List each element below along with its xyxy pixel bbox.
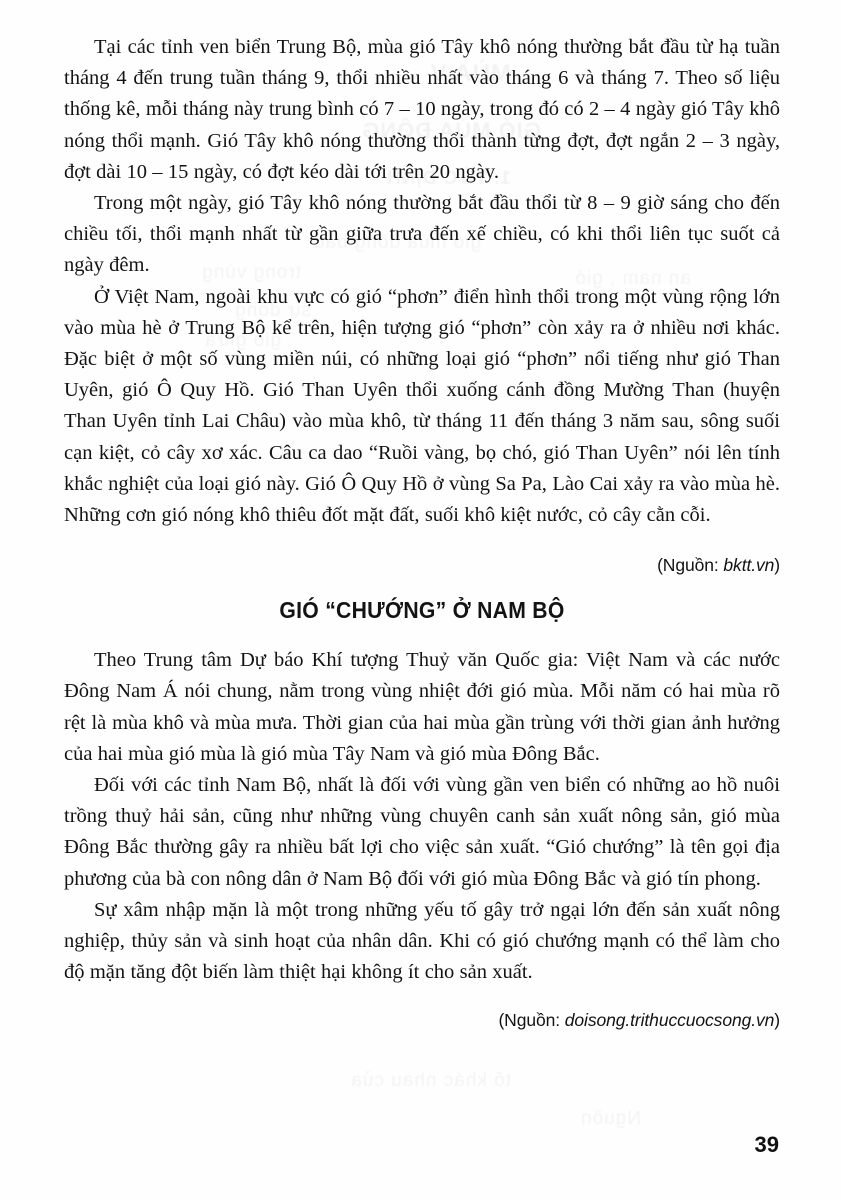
article-one: [64, 32, 780, 577]
source-name: doisong.trithuccuocsong.vn: [564, 1010, 775, 1031]
paragraph: Sự xâm nhập mặn là một trong những yếu tố gây trở ngại lớn đến sản xuất nông nghiệp, thủy sản và sinh hoạt của nhân dân. Khi có gió chướng mạnh có thể làm cho độ mặn tăng đột biến làm thiệt hại không ít cho sản xuất.: [64, 898, 780, 984]
paragraph: Trong một ngày, gió Tây khô nóng thường bắt đầu thổi từ 8 – 9 giờ sáng cho đến chiều tối, thổi mạnh nhất từ gần giữa trưa đến xế chiều, có khi thổi liên tục suốt cả ngày đêm.: [64, 192, 780, 277]
source-suffix: ): [774, 1010, 780, 1031]
spacer: [64, 531, 780, 553]
source-suffix: ): [774, 555, 780, 576]
paragraph: Đối với các tỉnh Nam Bộ, nhất là đối với vùng gần ven biển có những ao hồ nuôi trồng thuỷ hải sản, cũng như những vùng chuyên canh sản xuất nông sản, gió mùa Đông Bắc thường gây ra nhiều bất lợi cho việc sản xuất. “Gió chướng” là tên gọi địa phương của bà con nông dân ở Nam Bộ đối với gió mùa Đông Bắc và gió tín phong.: [64, 774, 780, 890]
article-two: [64, 595, 780, 1032]
source-prefix: (Nguồn:: [657, 555, 724, 576]
page-number: 39: [754, 1132, 779, 1157]
spacer: [64, 625, 780, 645]
source-prefix: (Nguồn:: [498, 1010, 565, 1031]
spacer: [64, 988, 780, 1008]
page-content: [64, 32, 780, 1032]
bleed-line: [580, 1108, 641, 1130]
paragraph: Tại các tỉnh ven biển Trung Bộ, mùa gió Tây khô nóng thường bắt đầu từ hạ tuần tháng 4 đến trung tuần tháng 9, thổi nhiều nhất vào tháng 6 và tháng 7. Theo số liệu thống kê, mỗi tháng này trung bình có 7 – 10 ngày, trong đó có 2 – 4 ngày gió Tây khô nóng thổi mạnh. Gió Tây khô nóng thường thổi thành từng đợt, đợt ngắn 2 – 3 ngày, đợt dài 10 – 15 ngày, có đợt kéo dài tới trên 20 ngày.: [64, 36, 780, 183]
spacer: [64, 577, 780, 595]
source-attribution: [64, 553, 780, 577]
paragraph: Ở Việt Nam, ngoài khu vực có gió “phơn” điển hình thổi trong một vùng rộng lớn vào mùa hè ở Trung Bộ kể trên, hiện tượng gió “phơn” còn xảy ra ở nhiều nơi khác. Đặc biệt ở một số vùng miền núi, có những loại gió “phơn” nổi tiếng như gió Than Uyên, gió Ô Quy Hồ. Gió Than Uyên thổi xuống cánh đồng Mường Than (huyện Than Uyên tỉnh Lai Châu) vào mùa khô, từ tháng 11 đến tháng 3 năm sau, sông suối cạn kiệt, cỏ cây xơ xác. Câu ca dao “Ruồi vàng, bọ chó, gió Than Uyên” nói lên tính khắc nghiệt của loại gió này. Gió Ô Quy Hồ ở vùng Sa Pa, Lào Cai xảy ra vào mùa hè. Những cơn gió nóng khô thiêu đốt mặt đất, suối khô kiệt nước, cỏ cây cằn cỗi.: [64, 285, 780, 527]
source-name: bktt.vn: [723, 555, 775, 576]
paragraph: Theo Trung tâm Dự báo Khí tượng Thuỷ văn Quốc gia: Việt Nam và các nước Đông Nam Á nói chung, nằm trong vùng nhiệt đới gió mùa. Mỗi năm có hai mùa rõ rệt là mùa khô và mùa mưa. Thời gian của hai mùa gần trùng với thời gian ảnh hưởng của hai mùa gió mùa là gió mùa Tây Nam và gió mùa Đông Bắc.: [64, 649, 780, 765]
source-attribution: [64, 1008, 780, 1032]
section-heading: GIÓ “CHƯỚNG” Ở NAM BỘ: [279, 597, 565, 624]
bleed-line: [350, 1070, 511, 1092]
